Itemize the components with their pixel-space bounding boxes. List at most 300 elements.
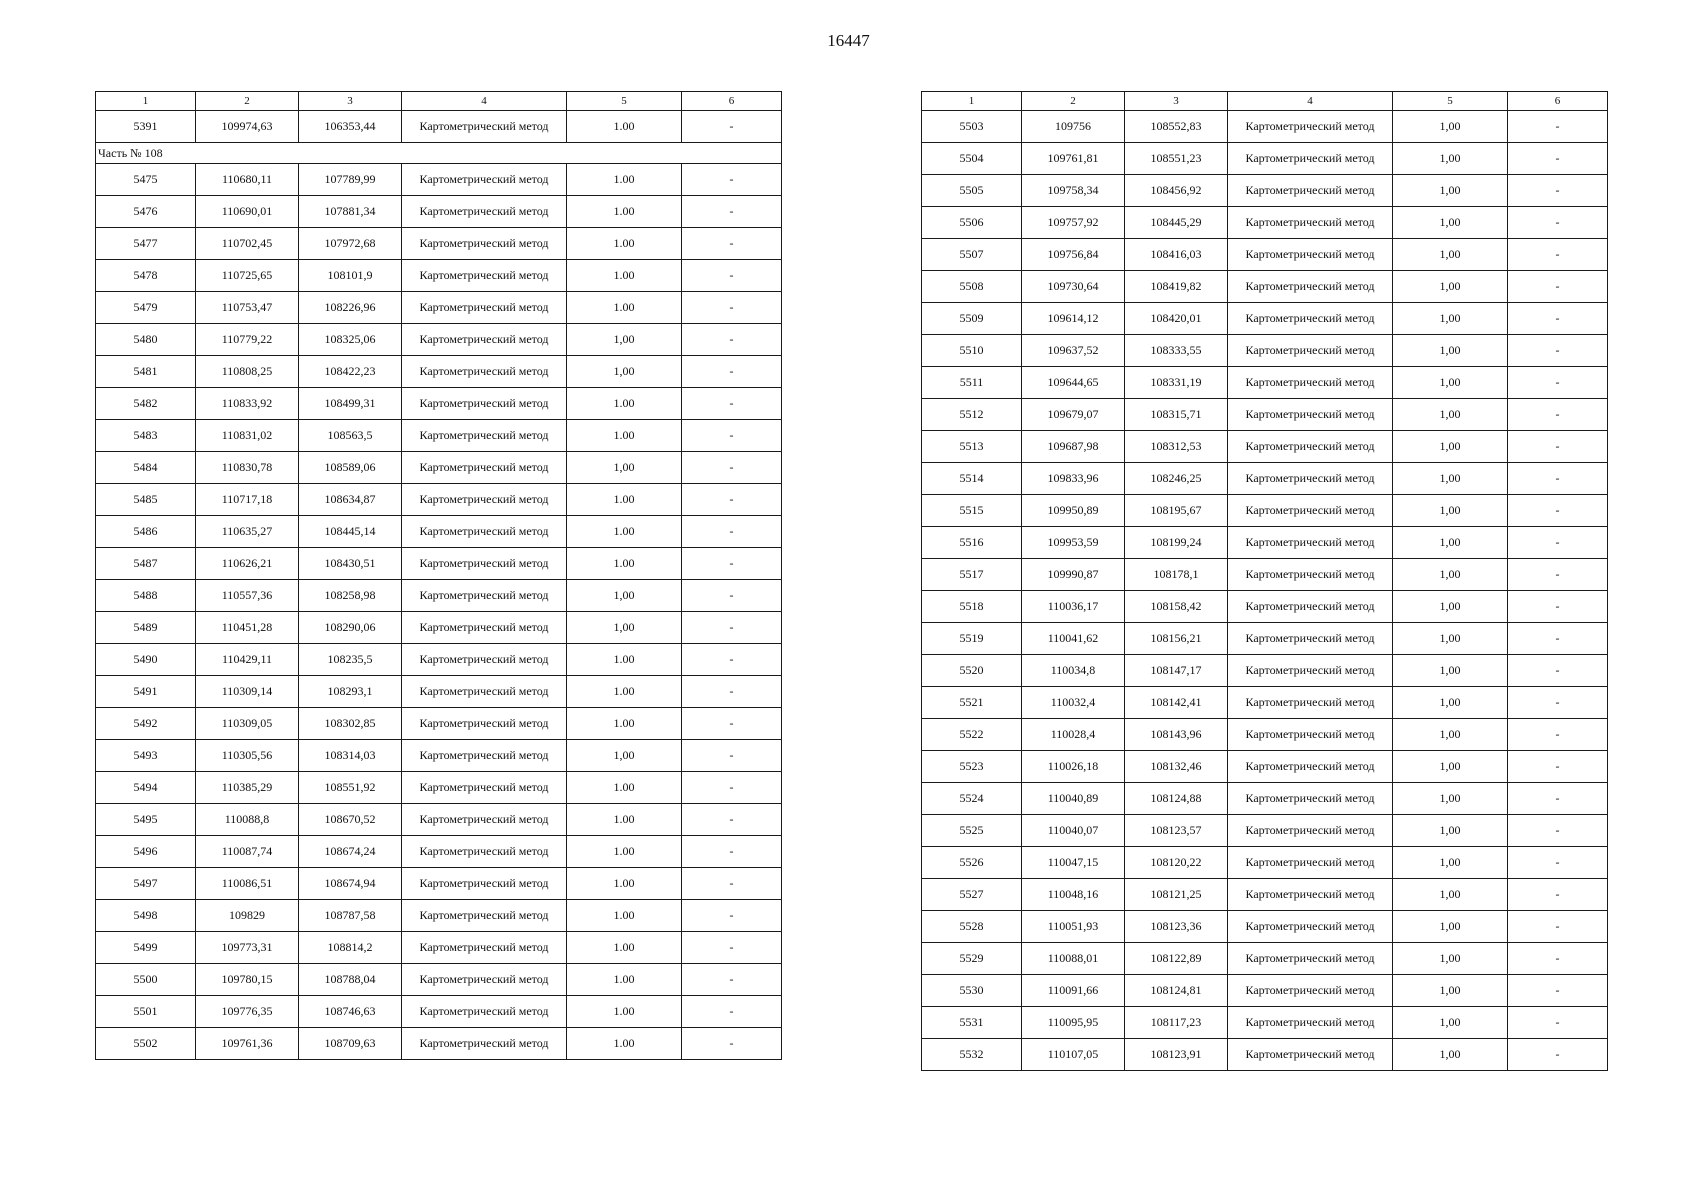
- cell-y: 108178,1: [1125, 559, 1228, 591]
- cell-x: 110702,45: [196, 228, 299, 260]
- cell-description: -: [1508, 879, 1608, 911]
- cell-point-number: 5475: [96, 164, 196, 196]
- cell-description: -: [1508, 815, 1608, 847]
- cell-point-number: 5525: [922, 815, 1022, 847]
- page-number: 16447: [827, 31, 870, 50]
- table-row: [922, 943, 1608, 975]
- cell-method: Картометрический метод: [402, 676, 567, 708]
- cell-y: 107789,99: [299, 164, 402, 196]
- cell-description: -: [682, 804, 782, 836]
- table-row: [922, 207, 1608, 239]
- cell-method: Картометрический метод: [402, 612, 567, 644]
- cell-accuracy: 1,00: [1393, 239, 1508, 271]
- cell-x: 109776,35: [196, 996, 299, 1028]
- cell-point-number: 5519: [922, 623, 1022, 655]
- cell-method: Картометрический метод: [402, 388, 567, 420]
- cell-x: 109761,36: [196, 1028, 299, 1060]
- cell-description: -: [682, 516, 782, 548]
- table-row: [96, 164, 782, 196]
- table-row: [96, 484, 782, 516]
- cell-point-number: 5505: [922, 175, 1022, 207]
- cell-point-number: 5391: [96, 111, 196, 143]
- cell-point-number: 5483: [96, 420, 196, 452]
- table-row: [96, 452, 782, 484]
- cell-y: 108419,82: [1125, 271, 1228, 303]
- cell-description: -: [1508, 943, 1608, 975]
- cell-point-number: 5491: [96, 676, 196, 708]
- coordinates-table-right: [921, 91, 1608, 1071]
- cell-method: Картометрический метод: [402, 420, 567, 452]
- cell-x: 110830,78: [196, 452, 299, 484]
- cell-description: -: [682, 388, 782, 420]
- cell-x: 110305,56: [196, 740, 299, 772]
- table-row: [922, 1039, 1608, 1071]
- cell-point-number: 5526: [922, 847, 1022, 879]
- cell-y: 108199,24: [1125, 527, 1228, 559]
- cell-x: 110040,89: [1022, 783, 1125, 815]
- table-row: [922, 591, 1608, 623]
- cell-description: -: [1508, 527, 1608, 559]
- cell-description: -: [1508, 335, 1608, 367]
- cell-accuracy: 1,00: [1393, 719, 1508, 751]
- table-row: [96, 804, 782, 836]
- table-row: [96, 996, 782, 1028]
- cell-method: Картометрический метод: [1228, 783, 1393, 815]
- cell-y: 108331,19: [1125, 367, 1228, 399]
- cell-method: Картометрический метод: [1228, 239, 1393, 271]
- cell-method: Картометрический метод: [1228, 1039, 1393, 1071]
- cell-y: 108420,01: [1125, 303, 1228, 335]
- cell-method: Картометрический метод: [1228, 879, 1393, 911]
- table-row: [922, 239, 1608, 271]
- cell-x: 109730,64: [1022, 271, 1125, 303]
- cell-point-number: 5480: [96, 324, 196, 356]
- cell-description: -: [682, 740, 782, 772]
- cell-accuracy: 1.00: [567, 228, 682, 260]
- header-cell-description: 6: [682, 92, 782, 111]
- cell-accuracy: 1,00: [1393, 879, 1508, 911]
- cell-description: -: [682, 260, 782, 292]
- cell-accuracy: 1,00: [1393, 399, 1508, 431]
- cell-point-number: 5520: [922, 655, 1022, 687]
- table-row: [96, 900, 782, 932]
- table-row: [96, 644, 782, 676]
- cell-point-number: 5486: [96, 516, 196, 548]
- cell-accuracy: 1.00: [567, 676, 682, 708]
- cell-description: -: [682, 644, 782, 676]
- cell-accuracy: 1.00: [567, 804, 682, 836]
- cell-x: 110107,05: [1022, 1039, 1125, 1071]
- cell-x: 109758,34: [1022, 175, 1125, 207]
- table-row: [922, 559, 1608, 591]
- cell-method: Картометрический метод: [402, 772, 567, 804]
- cell-accuracy: 1,00: [1393, 527, 1508, 559]
- cell-y: 108787,58: [299, 900, 402, 932]
- cell-y: 108416,03: [1125, 239, 1228, 271]
- table-header: [96, 92, 782, 111]
- cell-point-number: 5499: [96, 932, 196, 964]
- cell-accuracy: 1,00: [1393, 623, 1508, 655]
- cell-accuracy: 1.00: [567, 644, 682, 676]
- cell-description: -: [1508, 303, 1608, 335]
- cell-accuracy: 1,00: [1393, 367, 1508, 399]
- cell-accuracy: 1.00: [567, 836, 682, 868]
- cell-y: 108122,89: [1125, 943, 1228, 975]
- cell-description: -: [682, 772, 782, 804]
- cell-description: -: [1508, 207, 1608, 239]
- cell-accuracy: 1.00: [567, 708, 682, 740]
- cell-y: 108814,2: [299, 932, 402, 964]
- cell-y: 108422,23: [299, 356, 402, 388]
- header-cell-y: 3: [299, 92, 402, 111]
- cell-description: -: [682, 580, 782, 612]
- cell-point-number: 5485: [96, 484, 196, 516]
- cell-x: 110040,07: [1022, 815, 1125, 847]
- cell-y: 108293,1: [299, 676, 402, 708]
- cell-method: Картометрический метод: [402, 324, 567, 356]
- cell-description: -: [682, 932, 782, 964]
- cell-y: 108147,17: [1125, 655, 1228, 687]
- cell-x: 110048,16: [1022, 879, 1125, 911]
- cell-y: 108101,9: [299, 260, 402, 292]
- cell-x: 110026,18: [1022, 751, 1125, 783]
- cell-description: -: [1508, 367, 1608, 399]
- cell-x: 109829: [196, 900, 299, 932]
- cell-point-number: 5490: [96, 644, 196, 676]
- cell-y: 108788,04: [299, 964, 402, 996]
- section-label: Часть № 108: [96, 143, 782, 164]
- cell-accuracy: 1,00: [1393, 335, 1508, 367]
- cell-description: -: [1508, 783, 1608, 815]
- cell-accuracy: 1.00: [567, 996, 682, 1028]
- cell-x: 110385,29: [196, 772, 299, 804]
- table-row: [922, 783, 1608, 815]
- cell-y: 108143,96: [1125, 719, 1228, 751]
- cell-point-number: 5477: [96, 228, 196, 260]
- cell-method: Картометрический метод: [402, 452, 567, 484]
- table-row: [922, 847, 1608, 879]
- cell-x: 109974,63: [196, 111, 299, 143]
- cell-y: 108746,63: [299, 996, 402, 1028]
- cell-accuracy: 1.00: [567, 900, 682, 932]
- cell-x: 110429,11: [196, 644, 299, 676]
- cell-x: 109637,52: [1022, 335, 1125, 367]
- cell-method: Картометрический метод: [402, 1028, 567, 1060]
- cell-x: 110309,05: [196, 708, 299, 740]
- table-body: [96, 111, 782, 1060]
- cell-accuracy: 1.00: [567, 516, 682, 548]
- cell-point-number: 5500: [96, 964, 196, 996]
- cell-method: Картометрический метод: [402, 292, 567, 324]
- table-row: [922, 271, 1608, 303]
- cell-x: 110032,4: [1022, 687, 1125, 719]
- cell-description: -: [1508, 655, 1608, 687]
- cell-method: Картометрический метод: [402, 740, 567, 772]
- cell-x: 109757,92: [1022, 207, 1125, 239]
- cell-description: -: [682, 420, 782, 452]
- cell-accuracy: 1.00: [567, 111, 682, 143]
- cell-method: Картометрический метод: [1228, 367, 1393, 399]
- cell-description: -: [682, 292, 782, 324]
- cell-description: -: [1508, 1039, 1608, 1071]
- cell-method: Картометрический метод: [402, 804, 567, 836]
- cell-point-number: 5494: [96, 772, 196, 804]
- cell-x: 109773,31: [196, 932, 299, 964]
- cell-accuracy: 1,00: [1393, 495, 1508, 527]
- cell-x: 109953,59: [1022, 527, 1125, 559]
- cell-method: Картометрический метод: [1228, 111, 1393, 143]
- cell-point-number: 5495: [96, 804, 196, 836]
- cell-x: 110779,22: [196, 324, 299, 356]
- cell-x: 110690,01: [196, 196, 299, 228]
- cell-y: 108120,22: [1125, 847, 1228, 879]
- cell-y: 108246,25: [1125, 463, 1228, 495]
- cell-x: 110833,92: [196, 388, 299, 420]
- cell-accuracy: 1,00: [567, 740, 682, 772]
- cell-description: -: [1508, 1007, 1608, 1039]
- cell-description: -: [682, 452, 782, 484]
- table-row: [96, 964, 782, 996]
- cell-x: 109761,81: [1022, 143, 1125, 175]
- cell-accuracy: 1,00: [1393, 1007, 1508, 1039]
- cell-x: 110036,17: [1022, 591, 1125, 623]
- table-row: [96, 111, 782, 143]
- cell-y: 108132,46: [1125, 751, 1228, 783]
- cell-point-number: 5501: [96, 996, 196, 1028]
- cell-y: 108445,14: [299, 516, 402, 548]
- cell-accuracy: 1,00: [1393, 911, 1508, 943]
- cell-method: Картометрический метод: [1228, 943, 1393, 975]
- table-row: [96, 580, 782, 612]
- cell-method: Картометрический метод: [402, 836, 567, 868]
- cell-x: 110725,65: [196, 260, 299, 292]
- cell-accuracy: 1,00: [1393, 655, 1508, 687]
- cell-method: Картометрический метод: [402, 228, 567, 260]
- cell-point-number: 5484: [96, 452, 196, 484]
- cell-description: -: [1508, 463, 1608, 495]
- cell-method: Картометрический метод: [402, 964, 567, 996]
- cell-point-number: 5502: [96, 1028, 196, 1060]
- cell-accuracy: 1.00: [567, 164, 682, 196]
- table-row: [922, 175, 1608, 207]
- header-cell-method: 4: [402, 92, 567, 111]
- table-row: [922, 335, 1608, 367]
- cell-description: -: [1508, 623, 1608, 655]
- table-row: [96, 420, 782, 452]
- coordinates-table-left: [95, 91, 782, 1060]
- cell-y: 108123,91: [1125, 1039, 1228, 1071]
- cell-method: Картометрический метод: [402, 868, 567, 900]
- table-row: [922, 399, 1608, 431]
- cell-method: Картометрический метод: [402, 644, 567, 676]
- cell-point-number: 5493: [96, 740, 196, 772]
- cell-description: -: [1508, 975, 1608, 1007]
- cell-y: 108314,03: [299, 740, 402, 772]
- cell-x: 109833,96: [1022, 463, 1125, 495]
- cell-x: 110831,02: [196, 420, 299, 452]
- cell-description: -: [682, 1028, 782, 1060]
- table-row: [922, 303, 1608, 335]
- cell-x: 109756,84: [1022, 239, 1125, 271]
- cell-y: 108551,92: [299, 772, 402, 804]
- cell-y: 108445,29: [1125, 207, 1228, 239]
- cell-accuracy: 1,00: [1393, 463, 1508, 495]
- cell-y: 108123,57: [1125, 815, 1228, 847]
- table-row: [922, 911, 1608, 943]
- cell-description: -: [682, 228, 782, 260]
- header-row: [96, 92, 782, 111]
- header-cell-accuracy: 5: [567, 92, 682, 111]
- header-cell-method: 4: [1228, 92, 1393, 111]
- cell-accuracy: 1,00: [1393, 271, 1508, 303]
- cell-accuracy: 1,00: [567, 452, 682, 484]
- cell-x: 109780,15: [196, 964, 299, 996]
- cell-method: Картометрический метод: [1228, 463, 1393, 495]
- cell-y: 108123,36: [1125, 911, 1228, 943]
- cell-y: 108551,23: [1125, 143, 1228, 175]
- cell-accuracy: 1.00: [567, 548, 682, 580]
- cell-point-number: 5512: [922, 399, 1022, 431]
- table-row: [922, 431, 1608, 463]
- cell-point-number: 5529: [922, 943, 1022, 975]
- cell-accuracy: 1.00: [567, 484, 682, 516]
- cell-method: Картометрический метод: [1228, 207, 1393, 239]
- cell-description: -: [682, 356, 782, 388]
- section-row: [96, 143, 782, 164]
- cell-y: 108589,06: [299, 452, 402, 484]
- table-row: [96, 260, 782, 292]
- cell-description: -: [682, 676, 782, 708]
- cell-x: 110717,18: [196, 484, 299, 516]
- cell-method: Картометрический метод: [1228, 527, 1393, 559]
- cell-accuracy: 1.00: [567, 964, 682, 996]
- cell-y: 108226,96: [299, 292, 402, 324]
- cell-y: 108333,55: [1125, 335, 1228, 367]
- cell-description: -: [682, 900, 782, 932]
- cell-method: Картометрический метод: [1228, 655, 1393, 687]
- cell-point-number: 5532: [922, 1039, 1022, 1071]
- cell-x: 109756: [1022, 111, 1125, 143]
- cell-description: -: [1508, 751, 1608, 783]
- cell-y: 108195,67: [1125, 495, 1228, 527]
- cell-accuracy: 1,00: [567, 580, 682, 612]
- cell-accuracy: 1,00: [1393, 943, 1508, 975]
- table-row: [96, 516, 782, 548]
- cell-x: 110680,11: [196, 164, 299, 196]
- cell-y: 108499,31: [299, 388, 402, 420]
- cell-accuracy: 1,00: [567, 356, 682, 388]
- cell-point-number: 5479: [96, 292, 196, 324]
- cell-accuracy: 1,00: [1393, 1039, 1508, 1071]
- cell-description: -: [682, 548, 782, 580]
- cell-method: Картометрический метод: [1228, 751, 1393, 783]
- cell-method: Картометрический метод: [402, 708, 567, 740]
- cell-description: -: [682, 996, 782, 1028]
- cell-method: Картометрический метод: [1228, 431, 1393, 463]
- cell-x: 110028,4: [1022, 719, 1125, 751]
- cell-point-number: 5488: [96, 580, 196, 612]
- cell-method: Картометрический метод: [1228, 271, 1393, 303]
- table-row: [922, 687, 1608, 719]
- header-row: [922, 92, 1608, 111]
- table-row: [96, 836, 782, 868]
- cell-x: 110041,62: [1022, 623, 1125, 655]
- cell-description: -: [682, 836, 782, 868]
- cell-point-number: 5523: [922, 751, 1022, 783]
- table-row: [96, 740, 782, 772]
- cell-description: -: [1508, 271, 1608, 303]
- cell-y: 107972,68: [299, 228, 402, 260]
- cell-y: 108315,71: [1125, 399, 1228, 431]
- cell-y: 108142,41: [1125, 687, 1228, 719]
- cell-accuracy: 1.00: [567, 1028, 682, 1060]
- cell-point-number: 5481: [96, 356, 196, 388]
- cell-accuracy: 1,00: [1393, 431, 1508, 463]
- cell-y: 108552,83: [1125, 111, 1228, 143]
- table-header: [922, 92, 1608, 111]
- cell-description: -: [682, 164, 782, 196]
- cell-point-number: 5507: [922, 239, 1022, 271]
- cell-point-number: 5492: [96, 708, 196, 740]
- cell-point-number: 5482: [96, 388, 196, 420]
- cell-point-number: 5510: [922, 335, 1022, 367]
- cell-description: -: [1508, 399, 1608, 431]
- header-cell-point-number: 1: [922, 92, 1022, 111]
- cell-accuracy: 1,00: [1393, 303, 1508, 335]
- cell-y: 108456,92: [1125, 175, 1228, 207]
- cell-point-number: 5524: [922, 783, 1022, 815]
- cell-x: 110047,15: [1022, 847, 1125, 879]
- table-row: [922, 463, 1608, 495]
- cell-description: -: [1508, 239, 1608, 271]
- cell-y: 108121,25: [1125, 879, 1228, 911]
- cell-method: Картометрический метод: [1228, 687, 1393, 719]
- cell-y: 108117,23: [1125, 1007, 1228, 1039]
- cell-accuracy: 1,00: [567, 612, 682, 644]
- cell-method: Картометрический метод: [1228, 175, 1393, 207]
- cell-description: -: [1508, 495, 1608, 527]
- cell-accuracy: 1.00: [567, 260, 682, 292]
- cell-method: Картометрический метод: [1228, 815, 1393, 847]
- cell-description: -: [1508, 591, 1608, 623]
- cell-method: Картометрический метод: [1228, 143, 1393, 175]
- cell-point-number: 5516: [922, 527, 1022, 559]
- cell-description: -: [682, 868, 782, 900]
- cell-y: 107881,34: [299, 196, 402, 228]
- cell-x: 110095,95: [1022, 1007, 1125, 1039]
- cell-x: 109644,65: [1022, 367, 1125, 399]
- table-row: [96, 868, 782, 900]
- header-cell-description: 6: [1508, 92, 1608, 111]
- cell-point-number: 5509: [922, 303, 1022, 335]
- cell-description: -: [682, 484, 782, 516]
- table-row: [922, 719, 1608, 751]
- table-row: [96, 324, 782, 356]
- cell-accuracy: 1.00: [567, 196, 682, 228]
- cell-method: Картометрический метод: [402, 356, 567, 388]
- header-cell-accuracy: 5: [1393, 92, 1508, 111]
- cell-y: 108674,24: [299, 836, 402, 868]
- table-row: [922, 815, 1608, 847]
- cell-accuracy: 1,00: [1393, 783, 1508, 815]
- cell-point-number: 5528: [922, 911, 1022, 943]
- table-row: [922, 527, 1608, 559]
- cell-accuracy: 1,00: [1393, 175, 1508, 207]
- cell-point-number: 5521: [922, 687, 1022, 719]
- cell-point-number: 5498: [96, 900, 196, 932]
- cell-x: 110088,01: [1022, 943, 1125, 975]
- cell-accuracy: 1,00: [1393, 559, 1508, 591]
